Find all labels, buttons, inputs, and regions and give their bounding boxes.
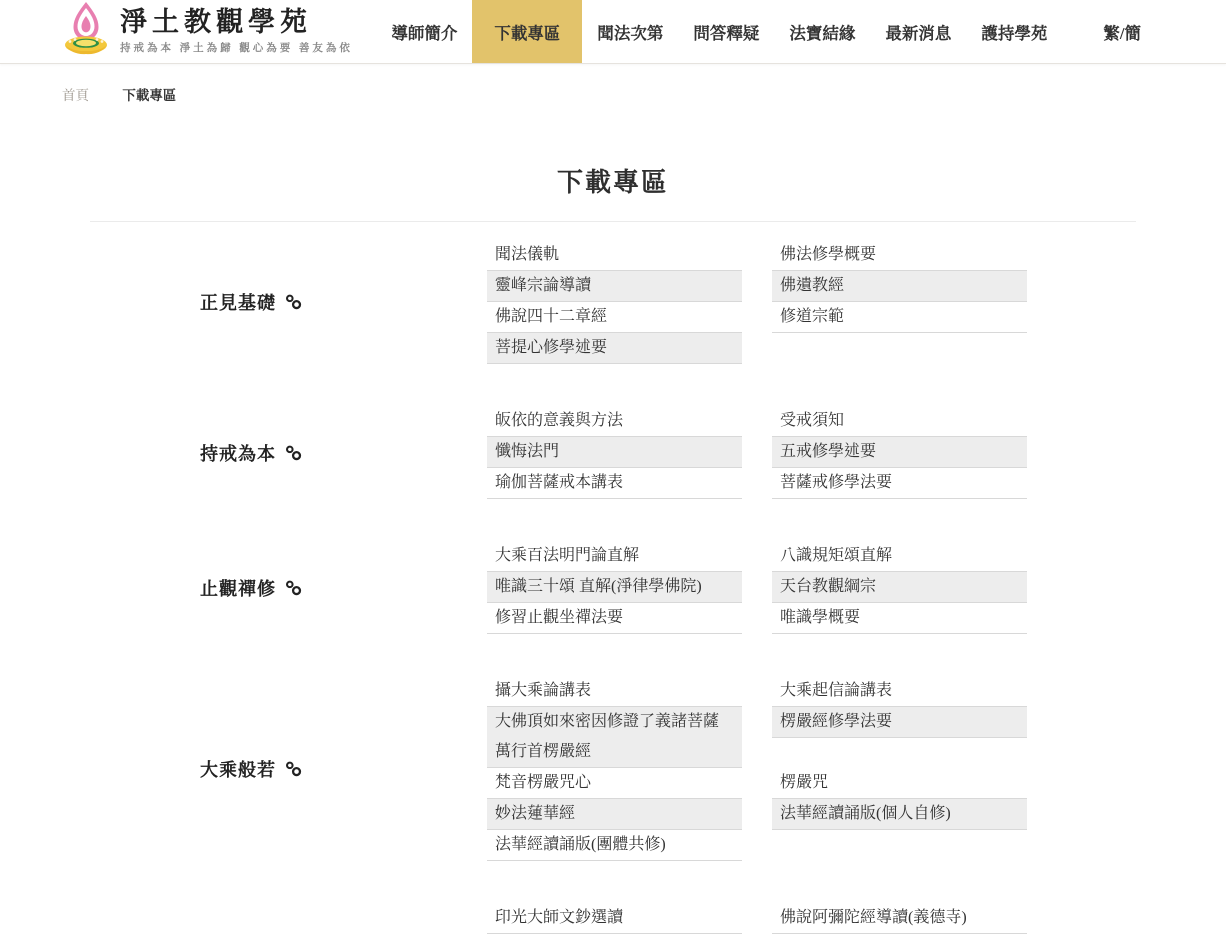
- main-content: [0, 162, 1226, 934]
- section-label-cell: [0, 406, 487, 499]
- nav-item-downloads[interactable]: 下載專區: [472, 0, 582, 63]
- section-columns: [487, 676, 1027, 861]
- title-divider: [90, 221, 1136, 222]
- download-item[interactable]: 大佛頂如來密因修證了義諸菩薩萬行首楞嚴經: [487, 707, 742, 768]
- download-item[interactable]: 聞法儀軌: [487, 240, 742, 271]
- download-item[interactable]: 佛遺教經: [772, 271, 1027, 302]
- download-item[interactable]: 佛說四十二章經: [487, 302, 742, 333]
- lotus-logo-icon: [62, 1, 110, 62]
- section-label: 正見基礎: [200, 293, 276, 313]
- download-item[interactable]: 懺悔法門: [487, 437, 742, 468]
- section-columns: [487, 541, 1027, 634]
- download-item[interactable]: 唯識學概要: [772, 603, 1027, 634]
- breadcrumb: [0, 64, 1226, 104]
- download-item[interactable]: 楞嚴咒: [772, 768, 1027, 799]
- nav-item-support-academy[interactable]: 護持學苑: [981, 23, 1048, 43]
- nav-item-teacher-intro[interactable]: 導師簡介: [391, 23, 458, 43]
- nav-item-dharma-treasure[interactable]: 法寶結緣: [789, 23, 856, 43]
- download-item[interactable]: 八識規矩頌直解: [772, 541, 1027, 572]
- link-icon[interactable]: [285, 761, 302, 777]
- download-item[interactable]: 梵音楞嚴咒心: [487, 768, 742, 799]
- download-item[interactable]: 法華經讀誦版(個人自修): [772, 799, 1027, 830]
- download-item[interactable]: 皈依的意義與方法: [487, 406, 742, 437]
- main-nav: [376, 0, 1156, 63]
- nav-item-news[interactable]: 最新消息: [885, 23, 952, 43]
- download-item[interactable]: 受戒須知: [772, 406, 1027, 437]
- download-item[interactable]: 天台教觀綱宗: [772, 572, 1027, 603]
- nav-item-qa[interactable]: 問答釋疑: [693, 23, 760, 43]
- download-item[interactable]: 佛法修學概要: [772, 240, 1027, 271]
- download-item[interactable]: 靈峰宗論導讀: [487, 271, 742, 302]
- download-column: [487, 541, 742, 634]
- download-section-pure-land: [0, 903, 1226, 934]
- download-item[interactable]: 修道宗範: [772, 302, 1027, 333]
- download-column: [487, 903, 742, 934]
- site-header: [0, 0, 1226, 64]
- download-section-samatha-vipassana: [0, 541, 1226, 634]
- download-item[interactable]: 妙法蓮華經: [487, 799, 742, 830]
- download-column: [772, 676, 1027, 861]
- section-columns: [487, 903, 1027, 934]
- link-icon[interactable]: [285, 580, 302, 596]
- section-label-cell: [0, 541, 487, 634]
- section-columns: [487, 240, 1027, 364]
- download-column: [487, 240, 742, 364]
- download-item[interactable]: 菩薩戒修學法要: [772, 468, 1027, 499]
- download-item[interactable]: 修習止觀坐禪法要: [487, 603, 742, 634]
- download-item[interactable]: 大乘起信論講表: [772, 676, 1027, 707]
- download-item[interactable]: 法華經讀誦版(團體共修): [487, 830, 742, 861]
- download-item[interactable]: 瑜伽菩薩戒本講表: [487, 468, 742, 499]
- download-item[interactable]: 五戒修學述要: [772, 437, 1027, 468]
- link-icon[interactable]: [285, 445, 302, 461]
- download-column: [772, 240, 1027, 364]
- download-item[interactable]: 攝大乘論講表: [487, 676, 742, 707]
- download-item[interactable]: 楞嚴經修學法要: [772, 707, 1027, 738]
- site-tagline: 持戒為本 淨土為歸 觀心為要 善友為依: [120, 43, 353, 55]
- download-item[interactable]: 大乘百法明門論直解: [487, 541, 742, 572]
- download-item[interactable]: 唯識三十頌 直解(淨律學佛院): [487, 572, 742, 603]
- download-column: [487, 676, 742, 861]
- nav-item-hearing-sequence[interactable]: 聞法次第: [597, 23, 664, 43]
- download-section-mahayana-prajna: [0, 676, 1226, 861]
- download-section-right-view-basics: [0, 240, 1226, 364]
- download-item[interactable]: 印光大師文鈔選讀: [487, 903, 742, 934]
- page-title: 下載專區: [556, 168, 669, 197]
- section-label: 持戒為本: [200, 443, 276, 464]
- empty-row: [772, 738, 1027, 768]
- site-title: 淨土教觀學苑: [120, 6, 312, 37]
- download-section-precepts-as-foundation: [0, 406, 1226, 499]
- section-label: 大乘般若: [200, 759, 276, 780]
- section-label-cell: [0, 240, 487, 364]
- section-label-cell: [0, 676, 487, 861]
- download-item[interactable]: 佛說阿彌陀經導讀(義德寺): [772, 903, 1027, 934]
- download-column: [772, 541, 1027, 634]
- link-icon[interactable]: [285, 294, 302, 310]
- download-column: [487, 406, 742, 499]
- nav-item-lang-toggle[interactable]: 繁/簡: [1103, 23, 1141, 43]
- section-label-cell: [0, 903, 487, 934]
- download-item[interactable]: 菩提心修學述要: [487, 333, 742, 364]
- download-sections: [0, 240, 1226, 934]
- breadcrumb-home-link[interactable]: 首頁: [62, 88, 89, 103]
- section-label: 止觀禪修: [200, 578, 276, 599]
- download-column: [772, 903, 1027, 934]
- breadcrumb-current: 下載專區: [122, 88, 177, 103]
- section-columns: [487, 406, 1027, 499]
- download-column: [772, 406, 1027, 499]
- site-logo[interactable]: [62, 0, 353, 63]
